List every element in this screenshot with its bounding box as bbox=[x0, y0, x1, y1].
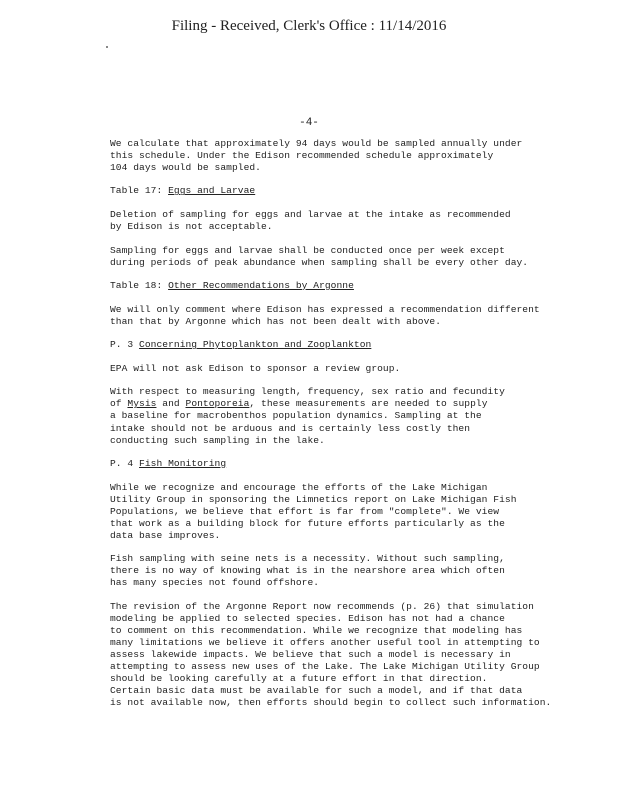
heading-title: Other Recommendations by Argonne bbox=[168, 279, 354, 291]
paragraph-eggs-schedule: Sampling for eggs and larvae shall be conducted once per week except during periods of peak abundance when sampling shall be every other day. bbox=[110, 244, 529, 268]
heading-title: Eggs and Larvae bbox=[168, 185, 256, 197]
heading-prefix: Table 18: bbox=[110, 279, 169, 291]
heading-p4-fish bbox=[110, 458, 580, 470]
document-body bbox=[110, 138, 580, 720]
text-segment: With respect to measuring length, frequency, sex ratio and fecundity of bbox=[110, 386, 505, 410]
scan-mark bbox=[106, 46, 108, 48]
species-pontoporeia: Pontoporeia bbox=[185, 398, 250, 410]
heading-prefix: Table 17: bbox=[110, 185, 169, 197]
paragraph-sampling-days: We calculate that approximately 94 days would be sampled annually under this schedule. Under the Edison recommended schedule approximately 104 days would be sampled. bbox=[110, 138, 523, 174]
paragraph-eggs-deletion: Deletion of sampling for eggs and larvae at the intake as recommended by Edison is not acceptable. bbox=[110, 209, 511, 233]
paragraph-limnetics-report: While we recognize and encourage the efforts of the Lake Michigan Utility Group in sponsoring the Limnetics report on Lake Michigan Fish Populations, we believe that effort is far from "complete". We view that work as a building block for future efforts particularly as the data base improves. bbox=[110, 481, 517, 542]
species-mysis: Mysis bbox=[127, 398, 157, 410]
paragraph-review-group: EPA will not ask Edison to sponsor a review group. bbox=[110, 363, 401, 375]
text-segment: and bbox=[156, 398, 186, 410]
paragraph-comment-scope: We will only comment where Edison has expressed a recommendation different than that by Argonne which has not been dealt with above. bbox=[110, 303, 540, 327]
heading-prefix: P. 3 bbox=[110, 339, 140, 351]
heading-table-17 bbox=[110, 185, 580, 197]
paragraph-simulation-modeling: The revision of the Argonne Report now recommends (p. 26) that simulation modeling be applied to selected species. Edison has not had a chance to comment on this recommendation. While we recognize that modeling has many limitations we believe it offers another useful tool in attempting to assess lakewide impacts. We believe that such a model is necessary in attempting to assess new uses of the Lake. The Lake Michigan Utility Group should be looking carefully at a future effort in that direction. Certain basic data must be available for such a model, and if that data is not available now, then efforts should begin to collect such information. bbox=[110, 600, 552, 709]
filing-header: Filing - Received, Clerk's Office : 11/14/2016 bbox=[171, 18, 447, 34]
heading-p3-plankton bbox=[110, 339, 580, 351]
heading-title: Fish Monitoring bbox=[139, 457, 227, 469]
heading-prefix: P. 4 bbox=[110, 457, 140, 469]
paragraph-measurements bbox=[110, 386, 580, 446]
page-number: -4- bbox=[299, 117, 319, 129]
heading-table-18 bbox=[110, 280, 580, 292]
text-segment: , these measurements are needed to supply a baseline for macrobenthos population dynamics. Sampling at the intake should not be arduous and is certainly less costly then conducting such sampling in the lake. bbox=[110, 398, 488, 446]
paragraph-seine-nets: Fish sampling with seine nets is a necessity. Without such sampling, there is no way of knowing what is in the nearshore area which often has many species not found offshore. bbox=[110, 553, 505, 589]
heading-title: Concerning Phytoplankton and Zooplankton bbox=[139, 339, 372, 351]
